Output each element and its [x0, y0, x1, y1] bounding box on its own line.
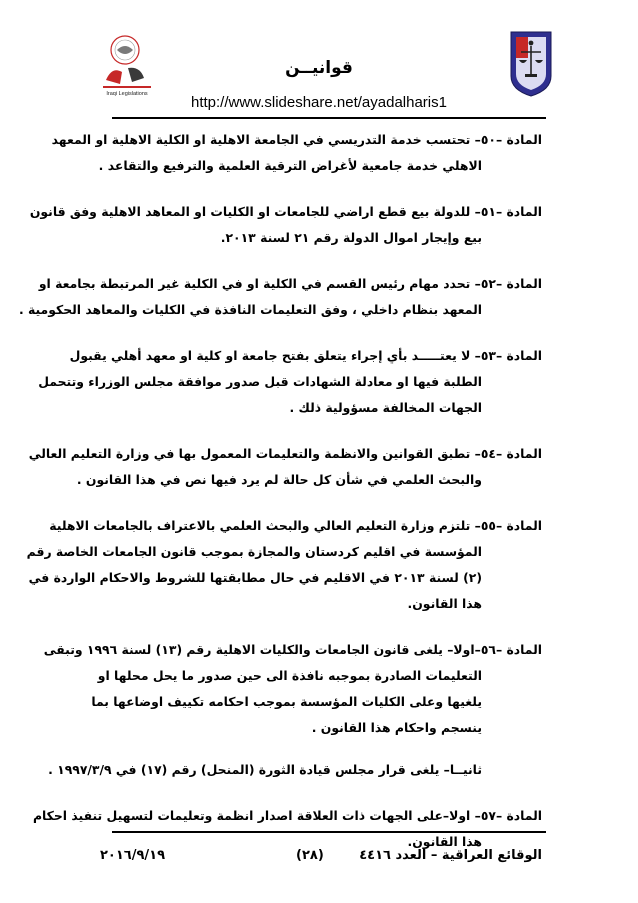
law-articles	[18, 127, 542, 855]
footer-divider	[112, 831, 546, 833]
article-line: بيع وإيجار اموال الدولة رقم ٢١ لسنة ٢٠١٣.	[220, 230, 482, 245]
source-url[interactable]: http://www.slideshare.net/ayadalharis1	[191, 94, 447, 111]
article-52	[18, 271, 542, 323]
article-line: المادة –٥٢– تحدد مهام رئيس القسم في الكلية او في الكلية غير المرتبطة بجامعة او	[38, 276, 542, 291]
article-line: التعليمات الصادرة بموجبه نافذة الى حين صدور ما يحل محلها او	[97, 668, 482, 683]
article-line: المادة –٥٣– لا يعتـــــد بأي إجراء يتعلق بفتح جامعة او كلية او معهد أهلي يقبول	[69, 348, 542, 363]
article-line: المادة –٥٤– تطبق القوانين والانظمة والتعليمات المعمول بها في وزارة التعليم العالي	[28, 446, 542, 461]
article-line: الجهات المخالفة مسؤولية ذلك .	[289, 400, 482, 415]
article-line: الطلبة فيها او معادلة الشهادات قبل صدور موافقة مجلس الوزراء وتتحمل	[38, 374, 482, 389]
article-line: المادة –٥٠– تحتسب خدمة التدريسي في الجامعة الاهلية او الكلية الاهلية او المعهد	[51, 132, 542, 147]
page-number: (٢٨)	[296, 848, 324, 863]
article-53	[38, 343, 542, 421]
article-line: الاهلي خدمة جامعية لأغراض الترقية العلمية والترفيع والتقاعد .	[98, 158, 482, 173]
issue-date: ٢٠١٦/٩/١٩	[100, 848, 166, 863]
article-line: والبحث العلمي في شأن كل حالة لم يرد فيها نص في هذا القانون .	[76, 472, 482, 487]
svg-text:Iraqi Legislations: Iraqi Legislations	[106, 91, 148, 97]
page-footer	[100, 848, 542, 872]
article-line: هذا القانون.	[407, 834, 482, 849]
page-title: قوانيــن	[285, 58, 353, 78]
article-50	[51, 127, 542, 179]
article-line: المادة –٥١– للدولة بيع قطع اراضي للجامعات او الكليات او المعاهد الاهلية وفق قانون	[29, 204, 542, 219]
article-line: ينسجم واحكام هذا القانون .	[311, 720, 482, 735]
header-divider	[112, 117, 546, 119]
page-header	[0, 0, 638, 118]
article-54	[28, 441, 542, 493]
article-line: ثانيــا– يلغى قرار مجلس قيادة الثورة (المنحل) رقم (١٧) في ١٩٩٧/٣/٩ .	[48, 762, 482, 777]
article-line: هذا القانون.	[407, 596, 482, 611]
article-55	[26, 513, 542, 617]
article-line: المادة –٥٦–اولا– يلغى قانون الجامعات والكليات الاهلية رقم (١٣) لسنة ١٩٩٦ وتبقى	[43, 642, 542, 657]
article-line: المادة –٥٧– اولا–على الجهات ذات العلاقة اصدار انظمة وتعليمات لتسهيل تنفيذ احكام	[32, 808, 542, 823]
article-56	[43, 637, 542, 783]
gazette-issue: الوقائع العراقية – العدد ٤٤١٦	[359, 848, 542, 863]
article-line: المؤسسة في اقليم كردستان والمجازة بموجب قانون الجامعات الخاصة رقم	[26, 544, 482, 559]
article-line: يلغيها وعلى الكليات المؤسسة بموجب احكامه تكييف اوضاعها بما	[91, 694, 482, 709]
article-51	[29, 199, 542, 251]
article-line: المادة –٥٥– تلتزم وزارة التعليم العالي والبحث العلمي بالاعتراف بالجامعات الاهلية	[49, 518, 542, 533]
article-line: المعهد بنظام داخلي ، وفق التعليمات النافذة في الكليات والمعاهد الحكومية .	[18, 302, 482, 317]
article-line: (٢) لسنة ٢٠١٣ في الاقليم في حال مطابقتها للشروط والاحكام الواردة في	[28, 570, 482, 585]
